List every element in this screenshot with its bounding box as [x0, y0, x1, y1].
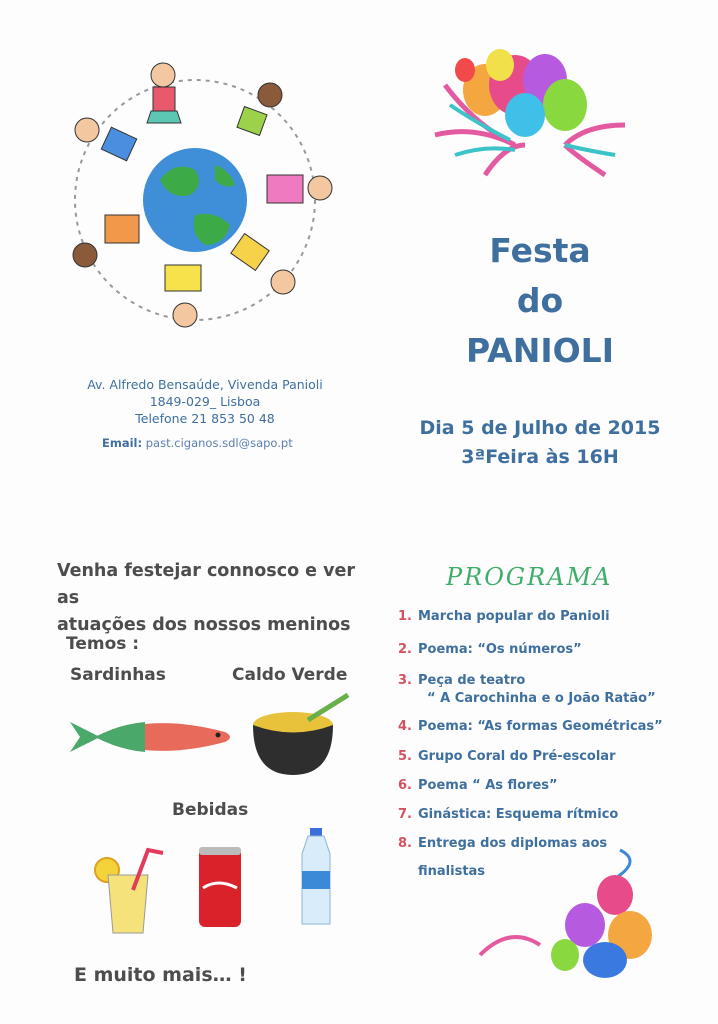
- programa-item: 4. Poema: “As formas Geométricas”: [398, 719, 663, 734]
- globe-icon: [143, 148, 247, 252]
- date-line-2: 3ªFeira às 16H: [461, 446, 619, 468]
- drinks-heading: Bebidas: [172, 800, 249, 820]
- title-line-1: Festa: [489, 231, 591, 270]
- address-postal: 1849-029_ Lisboa: [149, 394, 261, 409]
- address-block: [60, 376, 350, 427]
- food-heading: Temos :: [66, 634, 140, 654]
- invitation-text: [57, 558, 377, 639]
- programa-item: 5. Grupo Coral do Pré-escolar: [398, 749, 616, 764]
- email-line: [102, 436, 293, 450]
- programa-title: PROGRAMA: [446, 563, 613, 591]
- soda-can-icon: [195, 843, 245, 931]
- child-figure-bottom-right: [231, 234, 295, 294]
- closing-text: E muito mais… !: [74, 964, 247, 986]
- child-figure-right: [267, 175, 332, 203]
- address-phone: Telefone 21 853 50 48: [135, 411, 275, 426]
- programa-item: 6. Poema “ As flores”: [398, 778, 558, 793]
- invite-line-2: atuações dos nossos meninos: [57, 615, 351, 635]
- balloons-bottom-illustration: [470, 845, 670, 985]
- title-line-3: PANIOLI: [466, 331, 614, 370]
- event-date: [410, 414, 670, 472]
- food-item-caldo-verde: Caldo Verde: [232, 665, 348, 685]
- food-item-sardinhas: Sardinhas: [70, 665, 166, 685]
- programa-item: 7. Ginástica: Esquema rítmico: [398, 807, 619, 822]
- sardine-icon: [70, 712, 235, 762]
- programa-item: 1. Marcha popular do Panioli: [398, 609, 610, 624]
- invite-line-1: Venha festejar connosco e ver as: [57, 561, 356, 608]
- programa-item: 3. Peça de teatro “ A Carochinha e o João Ratão”: [398, 673, 656, 706]
- children-around-globe-illustration: [45, 50, 345, 340]
- caldo-verde-pot-icon: [248, 690, 350, 780]
- email-label: Email:: [102, 436, 143, 450]
- child-figure-top: [147, 63, 181, 123]
- child-figure-bottom: [165, 265, 201, 327]
- lemonade-glass-icon: [93, 845, 168, 935]
- balloons-illustration: [425, 45, 640, 195]
- event-title: [430, 226, 650, 376]
- programa-item: 8. Entrega dos diplomas aos finalistas: [398, 836, 608, 879]
- email-address: past.ciganos.sdl@sapo.pt: [145, 436, 293, 450]
- programa-item: 2. Poema: “Os números”: [398, 642, 582, 657]
- date-line-1: Dia 5 de Julho de 2015: [419, 417, 661, 439]
- water-bottle-icon: [296, 826, 336, 928]
- address-street: Av. Alfredo Bensaúde, Vivenda Panioli: [87, 377, 323, 392]
- title-line-2: do: [516, 281, 564, 320]
